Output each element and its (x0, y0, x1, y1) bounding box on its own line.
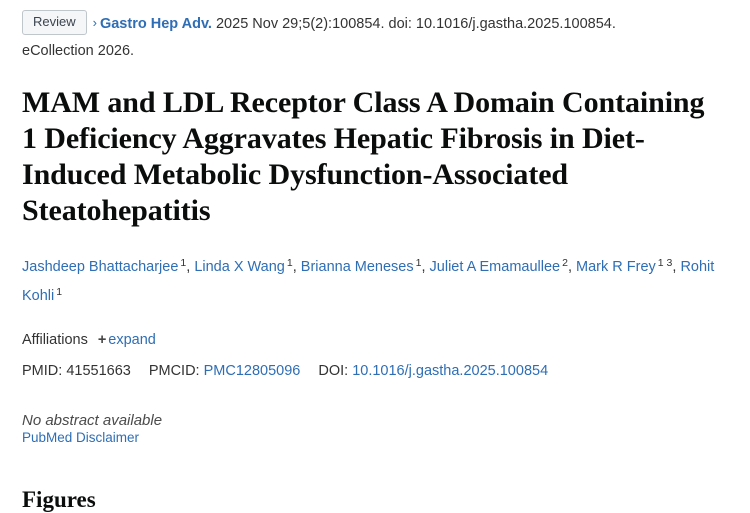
author-entry (301, 259, 426, 275)
expand-label: expand (108, 332, 156, 348)
doi-link[interactable]: 10.1016/j.gastha.2025.100854 (352, 363, 549, 379)
pubmed-disclaimer-link[interactable]: PubMed Disclaimer (22, 430, 140, 445)
author-link[interactable]: Brianna Meneses (300, 259, 414, 275)
citation-second-line: eCollection 2026. (22, 43, 135, 59)
author-entry (576, 259, 676, 275)
affiliations-label: Affiliations (22, 332, 88, 348)
page-title: MAM and LDL Receptor Class A Domain Containing 1 Deficiency Aggravates Hepatic Fibrosis in Diet-Induced Metabolic Dysfunction-Associated Steatohepatitis (22, 86, 705, 227)
scrollbar[interactable] (746, 0, 750, 500)
no-abstract-message: No abstract available (22, 412, 163, 429)
pmid-label: PMID: (22, 363, 63, 379)
author-affiliation-marker: 1 (286, 257, 293, 269)
author-separator: , (421, 259, 426, 275)
pmcid-link[interactable]: PMC12805096 (203, 363, 301, 379)
author-separator: , (567, 259, 572, 275)
figures-heading: Figures (22, 487, 96, 512)
expand-affiliations-button[interactable] (98, 332, 156, 348)
author-link[interactable]: Linda X Wang (194, 259, 285, 275)
publication-type-badge[interactable]: Review (22, 10, 87, 35)
chevron-right-icon: › (92, 15, 97, 30)
author-affiliation-marker: 1 (56, 286, 63, 298)
author-separator: , (292, 259, 297, 275)
author-entry (194, 259, 296, 275)
identifiers-row (22, 360, 726, 382)
author-link[interactable]: Jashdeep Bhattacharjee (22, 259, 179, 275)
citation-details: 2025 Nov 29;5(2):100854. doi: 10.1016/j.gastha.2025.100854. (211, 16, 616, 32)
pmcid-label: PMCID: (148, 363, 200, 379)
author-separator: , (186, 259, 191, 275)
citation-line (22, 10, 726, 37)
author-affiliation-marker: 1 (180, 257, 187, 269)
author-link[interactable]: Rohit Kohli (22, 259, 715, 304)
author-affiliation-marker: 1 3 (657, 257, 673, 269)
plus-icon: + (97, 332, 107, 348)
affiliations-row (22, 329, 726, 351)
journal-link[interactable]: Gastro Hep Adv. (99, 16, 212, 32)
author-separator: , (672, 259, 677, 275)
author-entry (430, 259, 572, 275)
author-list (22, 251, 726, 309)
author-affiliation-marker: 2 (562, 257, 568, 269)
author-entry (22, 259, 190, 275)
author-link[interactable]: Mark R Frey (576, 259, 656, 275)
pmid-value: 41551663 (66, 363, 131, 379)
doi-label: DOI: (318, 363, 349, 379)
author-affiliation-marker: 1 (415, 257, 422, 269)
author-link[interactable]: Juliet A Emamaullee (429, 259, 561, 275)
